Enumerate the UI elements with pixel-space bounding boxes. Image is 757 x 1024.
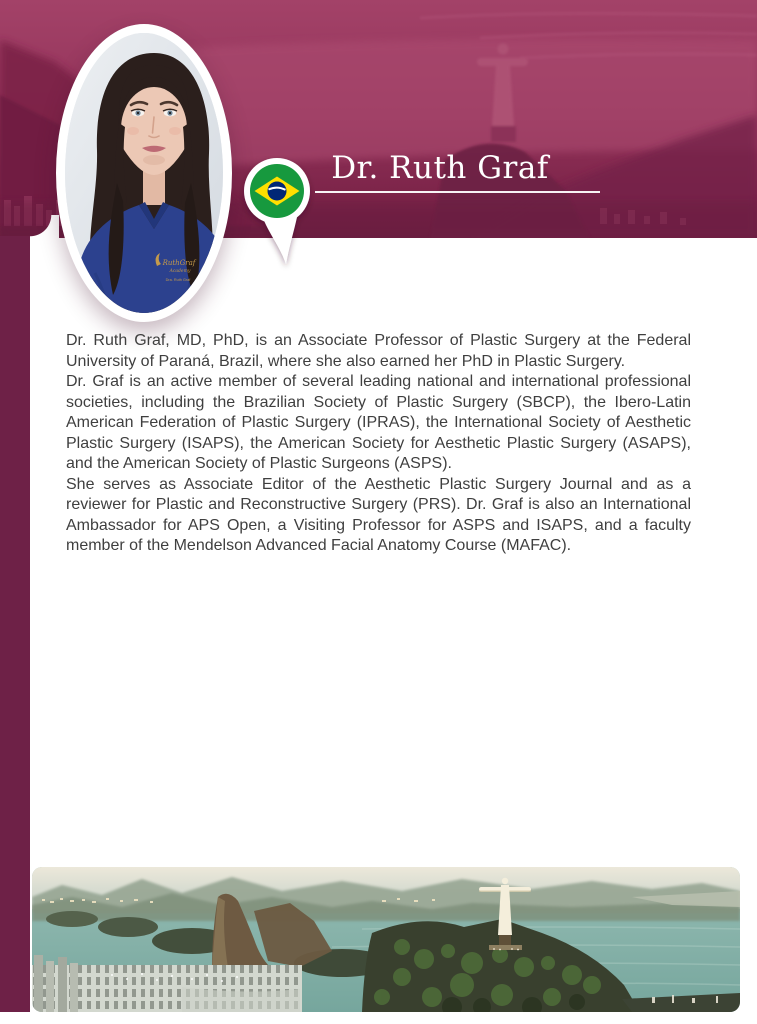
- rio-photo: [32, 867, 740, 1012]
- rio-aerial-image: [32, 867, 740, 1012]
- portrait-photo: [65, 33, 223, 313]
- header-rounded-corner: [30, 215, 59, 238]
- brazil-flag-pin: [240, 154, 314, 272]
- speaker-portrait: [56, 24, 232, 322]
- bio-paragraph-3: She serves as Associate Editor of the Aesthetic Plastic Surgery Journal and as a reviewer for Plastic and Reconstructive Surgery (PRS). Dr. Graf is also an International Ambassador for APS Open, a Visiting Professor for ASPS and ISAPS, and a faculty member of the Mendelson Advanced Facial Anatomy Course (MAFAC).: [66, 475, 691, 554]
- brazil-flag-icon: [250, 164, 304, 218]
- left-accent-strip: [0, 236, 30, 1012]
- svg-text:RuthGraf: RuthGraf: [162, 259, 196, 267]
- svg-text:Academy: Academy: [169, 269, 191, 274]
- bio-paragraph-2: Dr. Graf is an active member of several leading national and international professional societies, including the Brazilian Society of Plastic Surgery (SBCP), the Ibero-Latin American Federation of Plastic Surgery (IPRAS), the International Society of Aesthetic Plastic Surgery (ISAPS), the American Society for Aesthetic Plastic Surgery (ASAPS), and the American Society of Plastic Surgeons (ASPS).: [66, 373, 691, 472]
- title-underline: [315, 191, 600, 193]
- bio-section: [66, 331, 691, 557]
- location-pin-icon: [240, 154, 314, 272]
- page-title: Dr. Ruth Graf: [331, 150, 549, 186]
- bio-paragraph-1: Dr. Ruth Graf, MD, PhD, is an Associate Professor of Plastic Surgery at the Federal University of Paraná, Brazil, where she also earned her PhD in Plastic Surgery.: [66, 332, 691, 370]
- svg-text:Dra. Ruth Graf: Dra. Ruth Graf: [165, 278, 191, 282]
